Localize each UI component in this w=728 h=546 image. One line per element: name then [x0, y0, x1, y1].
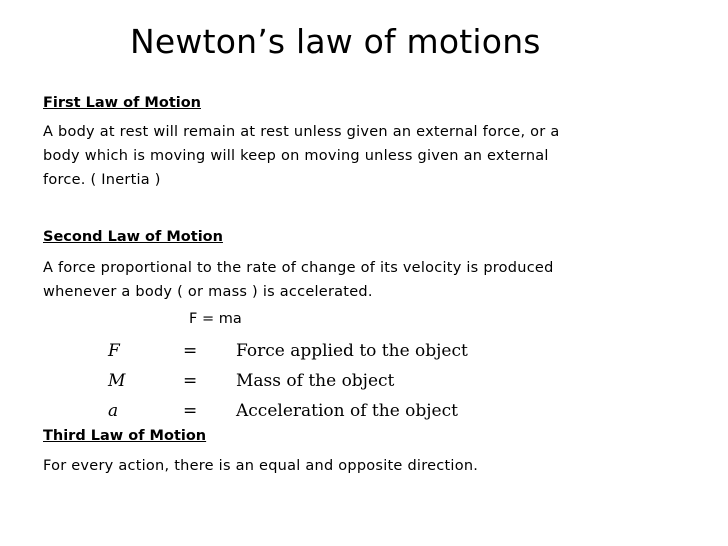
slide-title: Newton’s law of motions	[130, 22, 541, 61]
definition-symbol: M	[108, 371, 126, 391]
third-law-text	[43, 454, 653, 478]
second-law-heading: Second Law of Motion	[43, 229, 223, 245]
formula: F = ma	[189, 311, 242, 327]
definition-equals: =	[183, 401, 198, 421]
definition-meaning: Acceleration of the object	[236, 401, 458, 421]
first-law-heading: First Law of Motion	[43, 95, 201, 111]
third-law-heading: Third Law of Motion	[43, 428, 207, 444]
definition-meaning: Force applied to the object	[236, 341, 468, 361]
first-law-line: A body at rest will remain at rest unless given an external force, or a	[43, 124, 560, 140]
first-law-text	[43, 120, 653, 192]
first-law-line: body which is moving will keep on moving unless given an external	[43, 148, 549, 164]
definition-symbol: F	[108, 341, 120, 361]
first-law-line: force. ( Inertia )	[43, 172, 161, 188]
third-law-line: For every action, there is an equal and opposite direction.	[43, 458, 479, 474]
definition-equals: =	[183, 371, 198, 391]
second-law-text	[43, 256, 653, 304]
definition-meaning: Mass of the object	[236, 371, 395, 391]
definition-symbol: a	[108, 401, 119, 421]
second-law-line: A force proportional to the rate of change of its velocity is produced	[43, 260, 554, 276]
definition-equals: =	[183, 341, 198, 361]
second-law-line: whenever a body ( or mass ) is accelerated.	[43, 284, 373, 300]
